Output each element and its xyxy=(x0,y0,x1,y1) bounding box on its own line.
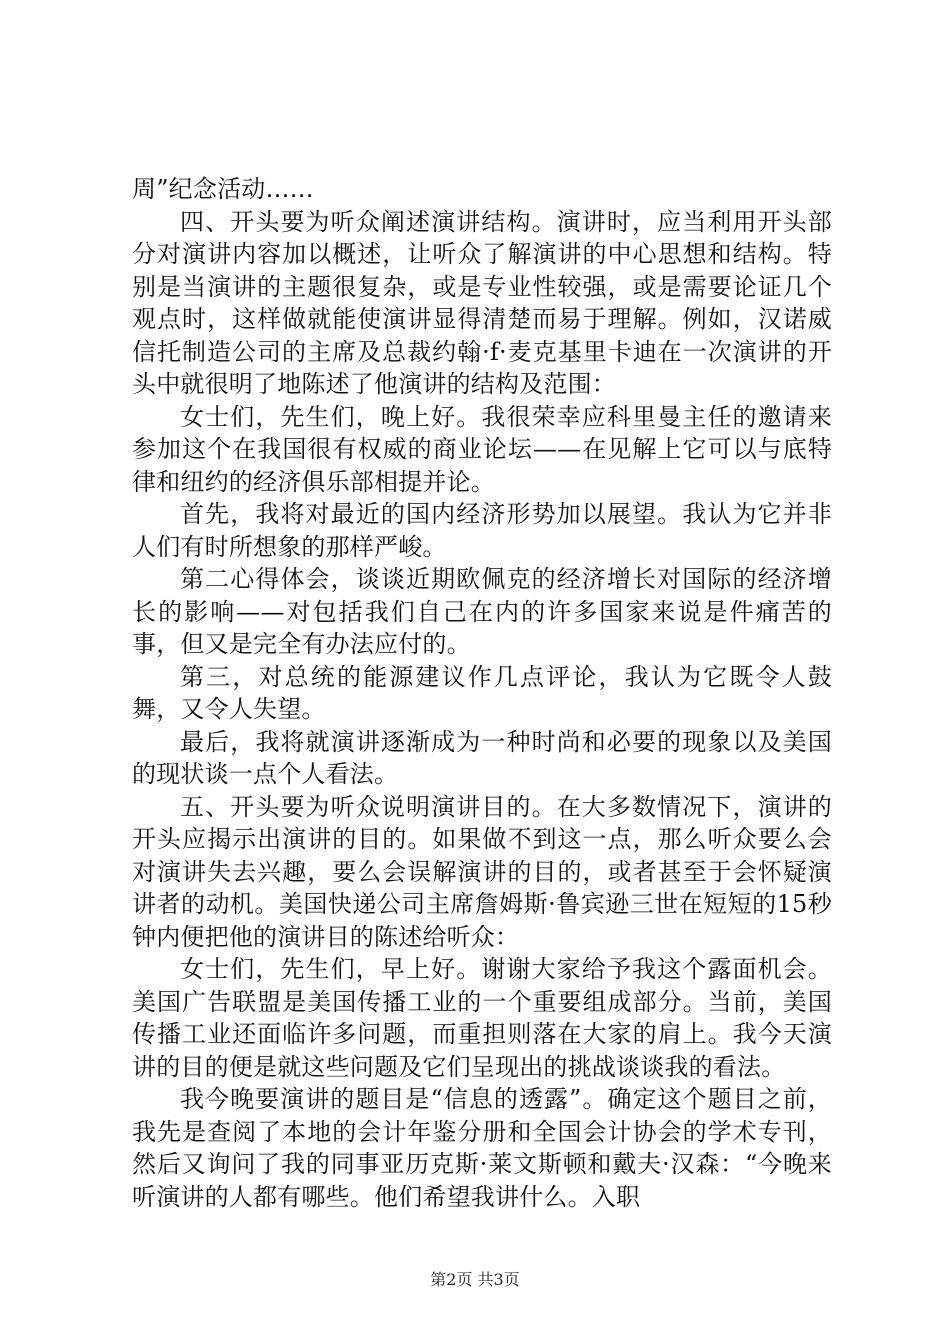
paragraph-quote-morning: 女士们，先生们，早上好。谢谢大家给予我这个露面机会。美国广告联盟是美国传播工业的一个重要组成部分。当前，美国传播工业还面临许多问题，而重担则落在大家的肩上。我今天演讲的目的便是就这些问题及它们呈现出的挑战谈谈我的看法。 xyxy=(132,955,832,1081)
paragraph-quote-first: 首先，我将对最近的国内经济形势加以展望。我认为它并非人们有时所想象的那样严峻。 xyxy=(132,500,832,561)
paragraph-section-five: 五、开头要为听众说明演讲目的。在大多数情况下，演讲的开头应揭示出演讲的目的。如果做不到这一点，那么听众要么会对演讲失去兴趣，要么会误解演讲的目的，或者甚至于会怀疑演讲者的动机。美国快递公司主席詹姆斯·鲁宾逊三世在短短的15秒钟内便把他的演讲目的陈述给听众： xyxy=(132,792,832,951)
paragraph-quote-third: 第三，对总统的能源建议作几点评论，我认为它既令人鼓舞，又令人失望。 xyxy=(132,662,832,723)
page-footer: 第2页 共3页 xyxy=(430,1270,520,1289)
paragraph-section-four: 四、开头要为听众阐述演讲结构。演讲时，应当利用开头部分对演讲内容加以概述，让听众了解演讲的中心思想和结构。特别是当演讲的主题很复杂，或是专业性较强，或是需要论证几个观点时，这样做就能使演讲显得清楚而易于理解。例如，汉诺威信托制造公司的主席及总裁约翰·f·麦克基里卡迪在一次演讲的开头中就很明了地陈述了他演讲的结构及范围： xyxy=(132,207,832,398)
paragraph-quote-second: 第二心得体会，谈谈近期欧佩克的经济增长对国际的经济增长的影响——对包括我们自己在内的许多国家来说是件痛苦的事，但又是完全有办法应付的。 xyxy=(132,565,832,658)
paragraph-quote-greeting: 女士们，先生们，晚上好。我很荣幸应科里曼主任的邀请来参加这个在我国很有权威的商业论坛——在见解上它可以与底特律和纽约的经济俱乐部相提并论。 xyxy=(132,402,832,496)
paragraph-continuation: 周”纪念活动…… xyxy=(132,175,314,203)
paragraph-topic: 我今晚要演讲的题目是“信息的透露”。确定这个题目之前，我先是查阅了本地的会计年鉴分册和全国会计协会的学术专刊，然后又询问了我的同事亚历克斯·莱文斯顿和戴夫·汉森：“今晚来听演讲的人都有哪些。他们希望我讲什么。入职 xyxy=(132,1085,832,1211)
paragraph-quote-last: 最后，我将就演讲逐渐成为一种时尚和必要的现象以及美国的现状谈一点个人看法。 xyxy=(132,727,832,788)
document-body xyxy=(132,173,832,1213)
